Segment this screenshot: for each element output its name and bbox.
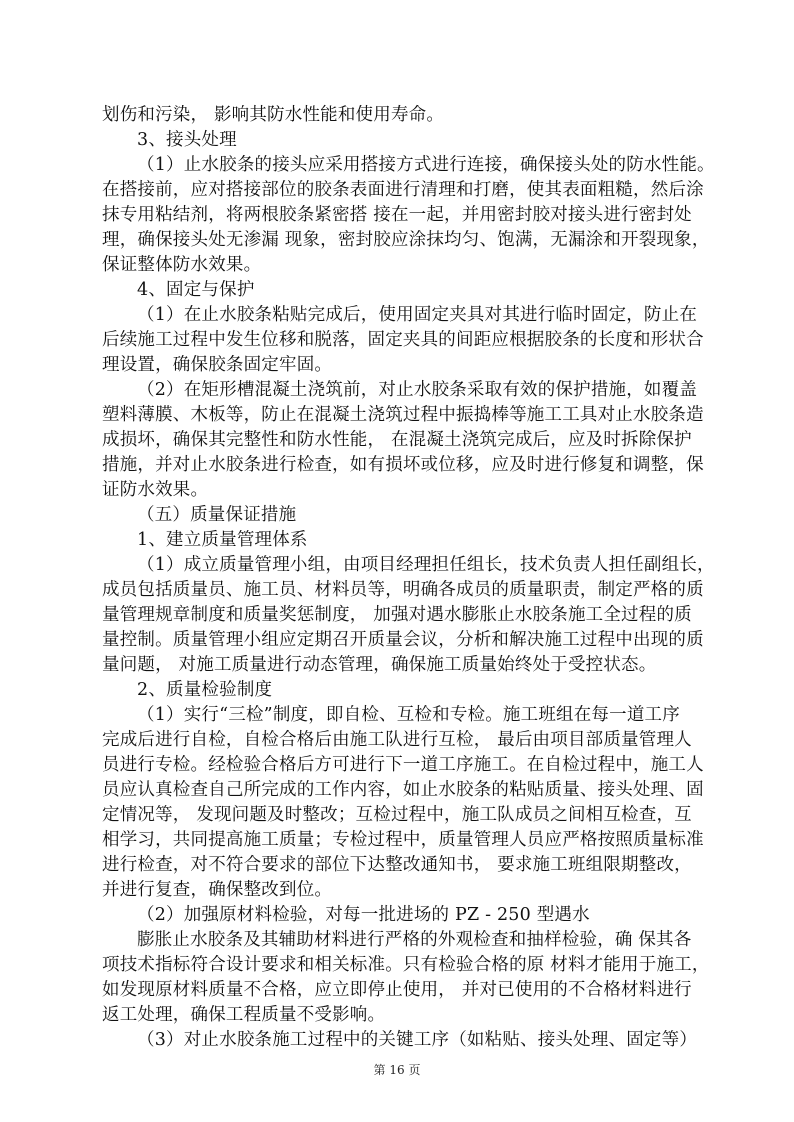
body-text-line: 理，确保接头处无渗漏 现象，密封胶应涂抹均匀、饱满，无漏涂和开裂现象， (102, 230, 710, 250)
body-text-line: 完成后进行自检，自检合格后由施工队进行互检， 最后由项目部质量管理人 (102, 730, 692, 750)
paragraph-first-line: （3）对止水胶条施工过程中的关键工序（如粘贴、接头处理、固定等） (137, 1030, 698, 1050)
body-text-line: 量管理规章制度和质量奖惩制度， 加强对遇水膨胀止水胶条施工全过程的质 (102, 605, 692, 625)
body-text-line: 返工处理，确保工程质量不受影响。 (102, 1005, 386, 1025)
section-heading: 1、建立质量管理体系 (137, 530, 308, 550)
body-text-line: 项技术指标符合设计要求和相关标准。只有检验合格的原 材料才能用于施工， (102, 955, 710, 975)
body-text-line: 量问题， 对施工质量进行动态管理，确保施工质量始终处于受控状态。 (102, 655, 657, 675)
body-text-line: 膨胀止水胶条及其辅助材料进行严格的外观检查和抽样检验，确 保其各 (137, 930, 692, 950)
body-text-line: 保证整体防水效果。 (102, 255, 262, 275)
body-text-line: 塑料薄膜、木板等，防止在混凝土浇筑过程中振捣棒等施工工具对止水胶条造 (102, 405, 704, 425)
paragraph-first-line: （2）在矩形槽混凝土浇筑前，对止水胶条采取有效的保护措施，如覆盖 (137, 380, 698, 400)
paragraph-first-line: （1）实行“三检”制度，即自检、互检和专检。施工班组在每一道工序 (137, 705, 680, 725)
paragraph-first-line: （1）成立质量管理小组，由项目经理担任组长，技术负责人担任副组长， (137, 555, 715, 575)
section-heading: 3、接头处理 (137, 130, 237, 150)
body-text-line: 并进行复查，确保整改到位。 (102, 880, 333, 900)
body-text-line: 量控制。质量管理小组应定期召开质量会议，分析和解决施工过程中出现的质 (102, 630, 704, 650)
body-text-line: 在搭接前，应对搭接部位的胶条表面进行清理和打磨，使其表面粗糙，然后涂 (102, 180, 704, 200)
body-text-line: 定情况等， 发现问题及时整改；互检过程中，施工队成员之间相互检查，互 (102, 805, 692, 825)
body-text-line: 证防水效果。 (102, 480, 209, 500)
body-text-line: 后续施工过程中发生位移和脱落，固定夹具的间距应根据胶条的长度和形状合 (102, 330, 704, 350)
body-text-line: 理设置，确保胶条固定牢固。 (102, 355, 333, 375)
body-text-line: 员进行专检。经检验合格后方可进行下一道工序施工。在自检过程中，施工人 (102, 755, 704, 775)
body-text-line: 划伤和污染， 影响其防水性能和使用寿命。 (102, 105, 445, 125)
section-heading: 2、质量检验制度 (137, 680, 273, 700)
paragraph-first-line: （1）在止水胶条粘贴完成后，使用固定夹具对其进行临时固定，防止在 (137, 305, 698, 325)
body-text-line: 相学习，共同提高施工质量；专检过程中，质量管理人员应严格按照质量标准 (102, 830, 704, 850)
body-text-line: 员应认真检查自己所完成的工作内容，如止水胶条的粘贴质量、接头处理、固 (102, 780, 704, 800)
body-text-line: 措施，并对止水胶条进行检查，如有损坏或位移，应及时进行修复和调整，保 (102, 455, 704, 475)
section-heading: （五）质量保证措施 (137, 505, 297, 525)
body-text-line: 如发现原材料质量不合格，应立即停止使用， 并对已使用的不合格材料进行 (102, 980, 692, 1000)
body-text-line: 成员包括质量员、施工员、材料员等，明确各成员的质量职责，制定严格的质 (102, 580, 704, 600)
section-heading: 4、固定与保护 (137, 280, 255, 300)
body-text-line: 进行检查，对不符合要求的部位下达整改通知书， 要求施工班组限期整改， (102, 855, 692, 875)
page-number-footer: 第 16 页 (373, 1063, 421, 1077)
paragraph-first-line: （2）加强原材料检验，对每一批进场的 PZ - 250 型遇水 (137, 905, 590, 925)
body-text-line: 成损坏，确保其完整性和防水性能， 在混凝土浇筑完成后，应及时拆除保护 (102, 430, 692, 450)
body-text-line: 抹专用粘结剂，将两根胶条紧密搭 接在一起，并用密封胶对接头进行密封处 (102, 205, 692, 225)
paragraph-first-line: （1）止水胶条的接头应采用搭接方式进行连接，确保接头处的防水性能。 (137, 155, 715, 175)
